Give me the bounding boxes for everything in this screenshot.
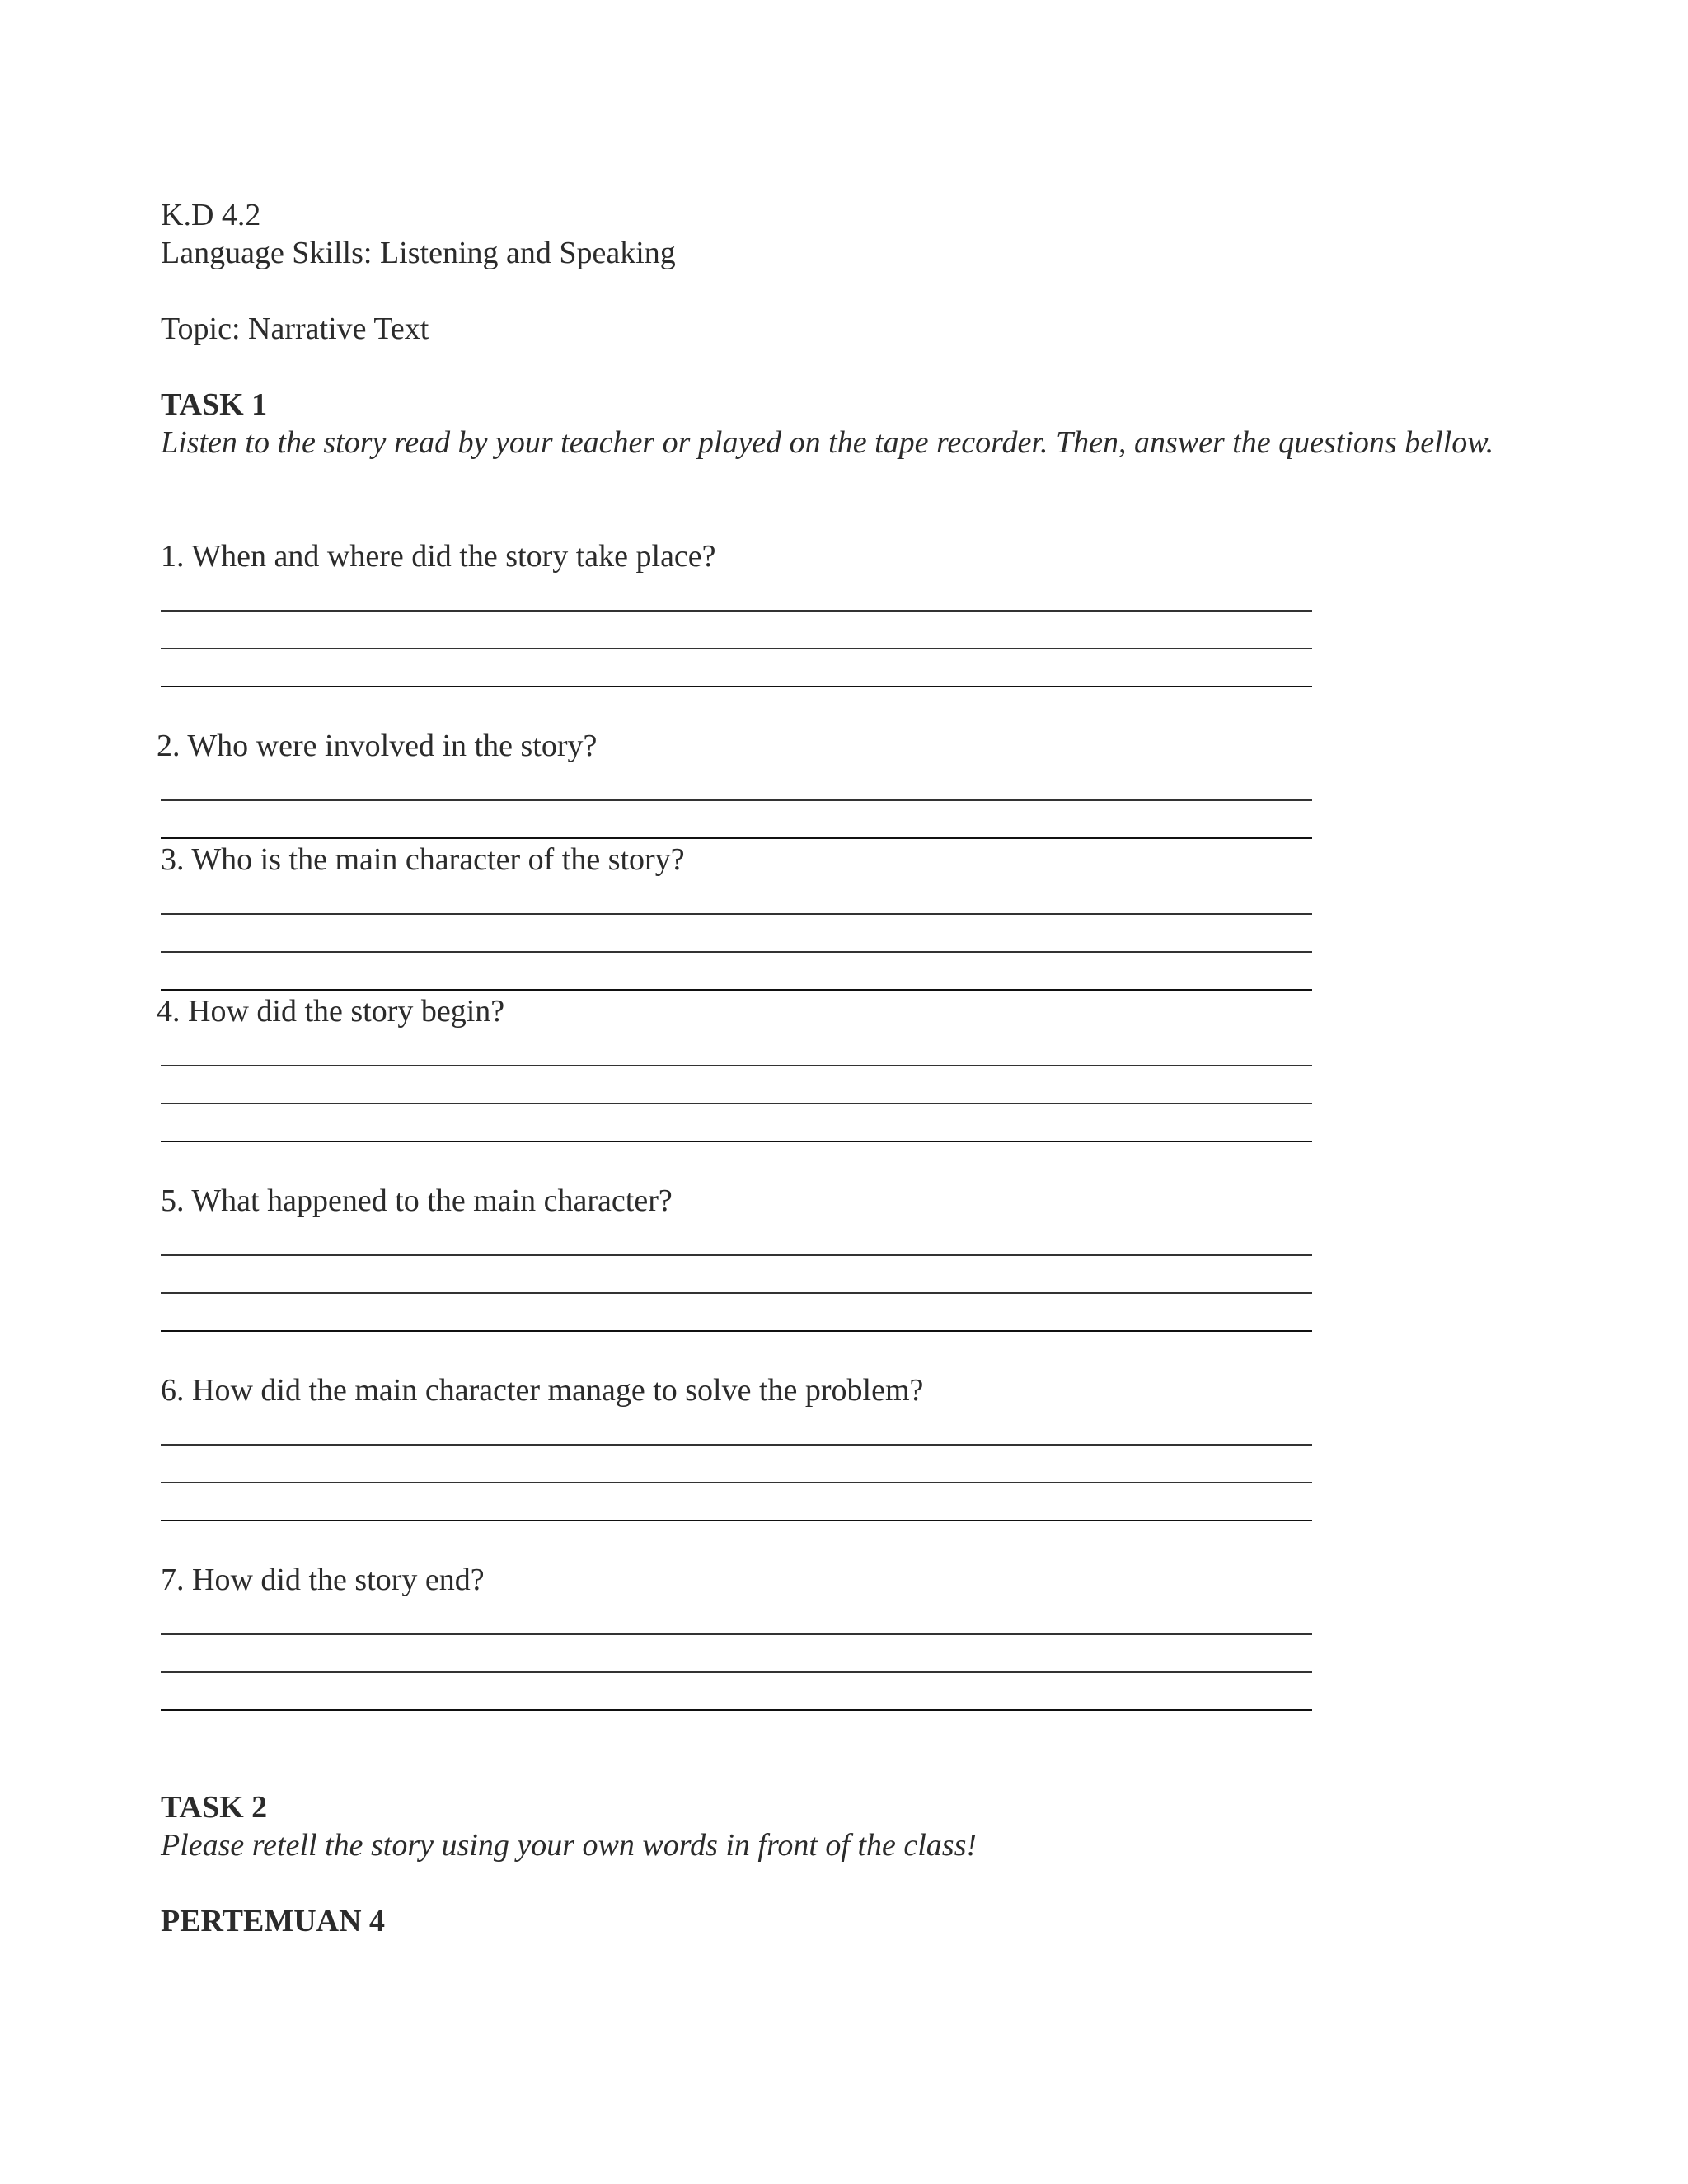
topic: Topic: Narrative Text	[161, 312, 429, 346]
task2-heading: TASK 2	[161, 1790, 268, 1825]
answer-line[interactable]	[161, 799, 1312, 801]
answer-line[interactable]	[161, 1482, 1312, 1483]
answer-line[interactable]	[161, 989, 1312, 991]
question-6: 6. How did the main character manage to solve the problem?	[161, 1373, 924, 1408]
answer-line[interactable]	[161, 913, 1312, 915]
answer-line[interactable]	[161, 1330, 1312, 1332]
task1-heading: TASK 1	[161, 387, 268, 422]
answer-line[interactable]	[161, 1709, 1312, 1711]
question-2: 2. Who were involved in the story?	[157, 729, 598, 763]
answer-line[interactable]	[161, 648, 1312, 649]
answer-line[interactable]	[161, 1254, 1312, 1256]
answer-line[interactable]	[161, 1671, 1312, 1673]
task2-instruction: Please retell the story using your own words in front of the class!	[161, 1828, 978, 1863]
meeting-label: PERTEMUAN 4	[161, 1904, 386, 1938]
answer-line[interactable]	[161, 1444, 1312, 1446]
answer-line[interactable]	[161, 1292, 1312, 1294]
answer-line[interactable]	[161, 951, 1312, 953]
question-7: 7. How did the story end?	[161, 1563, 485, 1597]
answer-line[interactable]	[161, 1633, 1312, 1635]
task1-instruction: Listen to the story read by your teacher or played on the tape recorder. Then, answer the questions bellow.	[161, 425, 1494, 460]
question-3: 3. Who is the main character of the story?	[161, 842, 685, 877]
answer-line[interactable]	[161, 1103, 1312, 1104]
language-skills: Language Skills: Listening and Speaking	[161, 236, 676, 270]
question-4: 4. How did the story begin?	[157, 994, 505, 1029]
answer-line[interactable]	[161, 1065, 1312, 1066]
answer-line[interactable]	[161, 1141, 1312, 1142]
answer-line[interactable]	[161, 686, 1312, 687]
question-1: 1. When and where did the story take place?	[161, 539, 716, 574]
question-5: 5. What happened to the main character?	[161, 1183, 673, 1218]
answer-line[interactable]	[161, 1520, 1312, 1521]
answer-line[interactable]	[161, 610, 1312, 612]
answer-line[interactable]	[161, 837, 1312, 839]
kd-code: K.D 4.2	[161, 198, 261, 232]
